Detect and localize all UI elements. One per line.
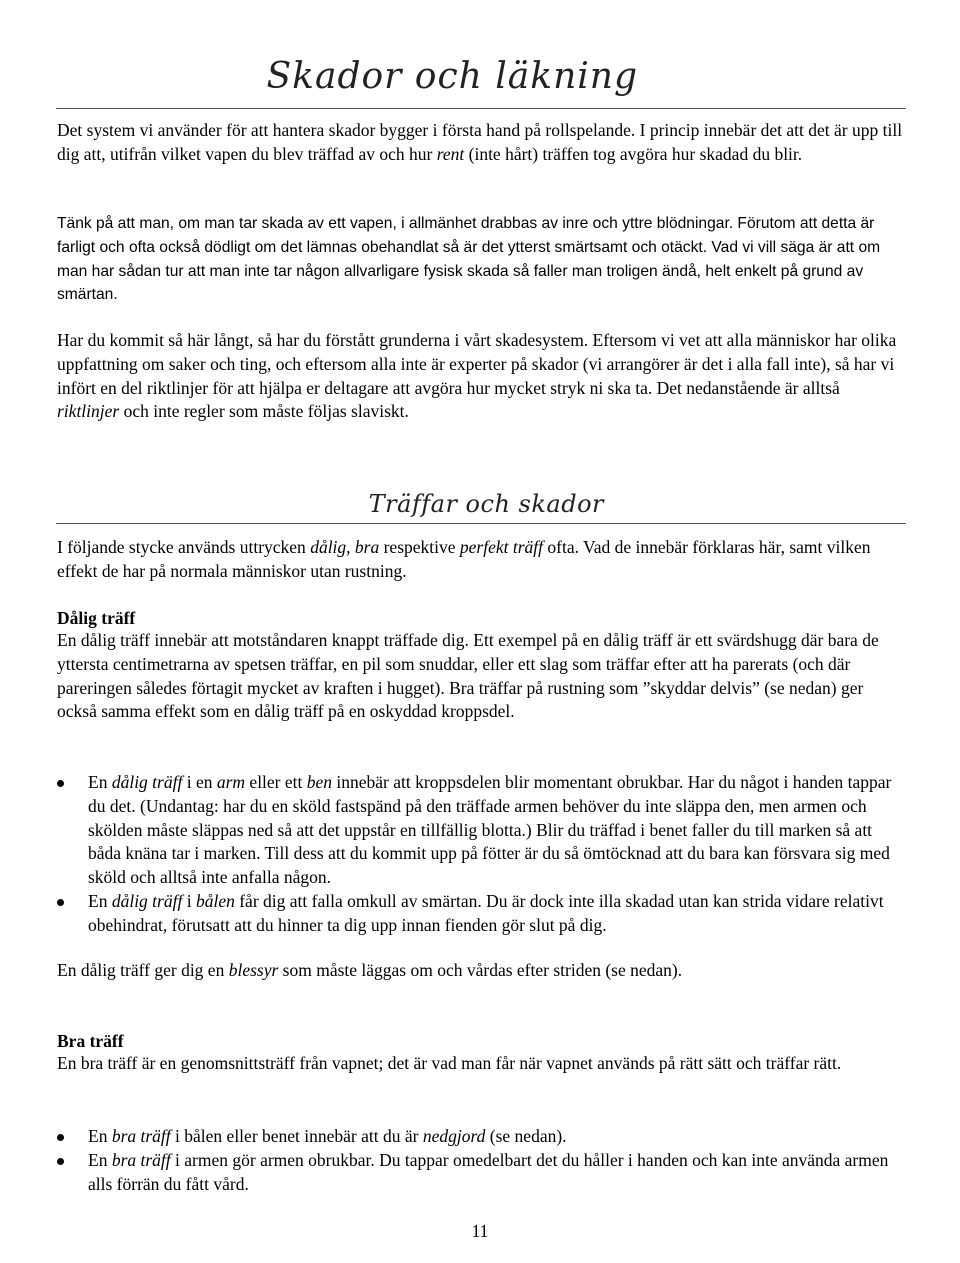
list-item: En bra träff i armen gör armen obrukbar. Du tappar omedelbart det du håller i handen och kan inte använda armen alls förrän du fått vård.: [57, 1149, 905, 1197]
good-hit-heading: Bra träff: [57, 1031, 124, 1051]
list-item: En bra träff i bålen eller benet innebär att du är nedgjord (se nedan).: [57, 1125, 905, 1149]
section-rule: [56, 523, 906, 524]
bad-hit-list: [57, 771, 905, 938]
bullet-icon: [57, 1158, 64, 1165]
list-item: En dålig träff i bålen får dig att falla omkull av smärtan. Du är dock inte illa skadad utan kan strida vidare relativt obehindrat, förutsatt att du hinner ta dig upp innan fienden gör slut på dig.: [57, 890, 905, 938]
section-title: Träffar och skador: [368, 490, 604, 518]
intro-paragraph-2: Tänk på att man, om man tar skada av ett vapen, i allmänhet drabbas av inre och yttre blödningar. Förutom att detta är farligt och ofta också dödligt om det lämnas obehandlat så är det ytterst smärtsamt och otäckt. Vad vi vill säga är att om man har sådan tur att man inte tar någon allvarligare fysisk skada så faller man troligen ändå, helt enkelt på grund av smärtan.: [57, 215, 881, 304]
bad-hit-heading: Dålig träff: [57, 608, 136, 628]
page-title: Skador och läkning: [266, 56, 638, 97]
page-number: 11: [471, 1221, 489, 1241]
title-rule: [56, 108, 906, 109]
section-intro: I följande stycke används uttrycken dålig, bra respektive perfekt träff ofta. Vad de innebär förklaras här, samt vilken effekt de har på normala människor utan rustning.: [57, 537, 871, 581]
good-hit-text: En bra träff är en genomsnittsträff från vapnet; det är vad man får när vapnet används på rätt sätt och träffar rätt.: [57, 1053, 842, 1073]
bullet-icon: [57, 1134, 64, 1141]
bad-hit-text: En dålig träff innebär att motståndaren knappt träffade dig. Ett exempel på en dålig träff är ett svärdshugg där bara de yttersta centimetrarna av spetsen träffar, en pil som snuddar, eller ett slag som träffar efter att ha parerats (och där pareringen således förtagit mycket av kraften i hugget). Bra träffar på rustning som ”skyddar delvis” (se nedan) ger också samma effekt som en dålig träff på en oskyddad kroppsdel.: [57, 630, 879, 722]
bad-hit-summary: En dålig träff ger dig en blessyr som måste läggas om och vårdas efter striden (se nedan).: [57, 960, 683, 980]
intro-paragraph-3: Har du kommit så här långt, så har du förstått grunderna i vårt skadesystem. Eftersom vi vet att alla människor har olika uppfattning om saker och ting, och eftersom alla inte är experter på skador (vi arrangörer är det i alla fall inte), så har vi infört en del riktlinjer för att hjälpa er deltagare att avgöra hur mycket stryk ni ska ta. Det nedanstående är alltså riktlinjer och inte regler som måste följas slaviskt.: [57, 330, 897, 422]
intro-paragraph-1: Det system vi använder för att hantera skador bygger i första hand på rollspelande. I princip innebär det att det är upp till dig att, utifrån vilket vapen du blev träffad av och hur rent (inte hårt) träffen tog avgöra hur skadad du blir.: [57, 120, 903, 164]
list-item: En dålig träff i en arm eller ett ben innebär att kroppsdelen blir momentant obrukbar. Har du något i handen tappar du det. (Undantag: har du en sköld fastspänd på den träffade armen behöver du inte släppa den, men armen och skölden måste släppas ned så att det uppstår en tillfällig blotta.) Blir du träffad i benet faller du till marken så att båda knäna tar i marken. Till dess att du kommit upp på fötter är du så ömtöcknad att du bara kan försvara sig med sköld och alltså inte anfalla någon.: [57, 771, 905, 890]
bullet-icon: [57, 899, 64, 906]
bullet-icon: [57, 780, 64, 787]
good-hit-list: [57, 1125, 905, 1196]
